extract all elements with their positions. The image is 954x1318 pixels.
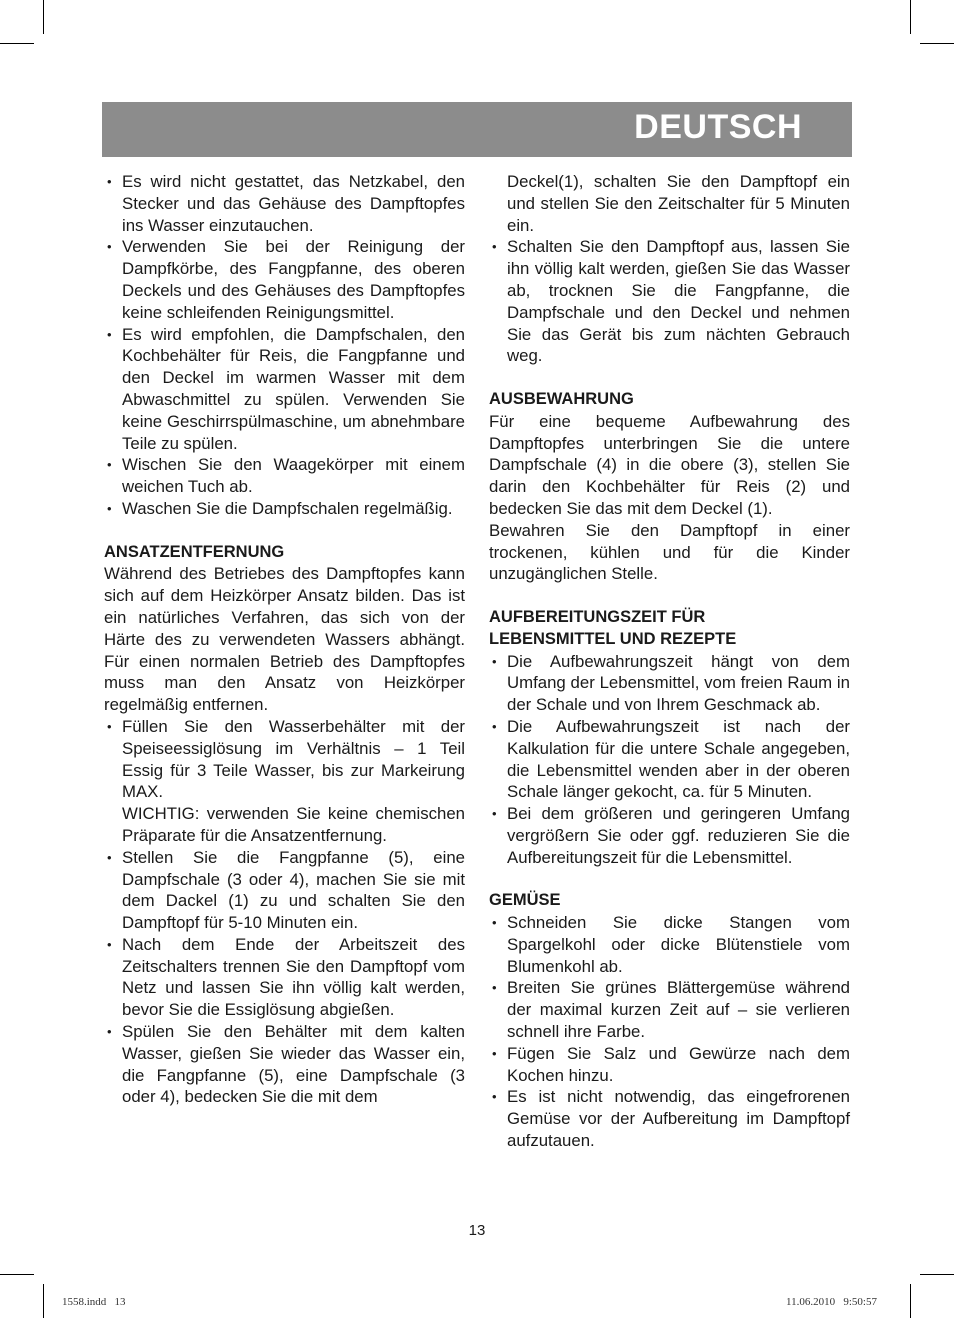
warning-note: WICHTIG: verwenden Sie keine chemischen Präparate für die Ansatzentfernung. bbox=[122, 804, 465, 845]
crop-mark bbox=[920, 43, 954, 44]
continued-list bbox=[489, 171, 850, 367]
list-item-continued: Deckel(1), schalten Sie den Dampftopf ein und stellen Sie den Zeitschalter für 5 Minuten ein. bbox=[507, 172, 850, 235]
cleaning-list bbox=[104, 171, 465, 520]
list-item: • Es ist nicht notwendig, das eingefrorenen Gemüse vor der Aufbereitung im Dampftopf aufzutauen. bbox=[489, 1086, 850, 1151]
prep-list bbox=[489, 651, 850, 869]
heading-line: LEBENSMITTEL UND REZEPTE bbox=[489, 629, 737, 648]
storage-paragraph: Bewahren Sie den Dampftopf in einer trockenen, kühlen und für die Kinder unzugänglichen Stelle. bbox=[489, 520, 850, 584]
section-heading-vegetables: GEMÜSE bbox=[489, 891, 561, 910]
section-heading-descaling: ANSATZENTFERNUNG bbox=[104, 542, 285, 561]
page-number: 13 bbox=[468, 1222, 486, 1239]
list-item: • Schneiden Sie dicke Stangen vom Spargelkohl oder dicke Blütenstiele vom Blumenkohl ab. bbox=[489, 912, 850, 977]
list-item: • Die Aufbewahrungszeit ist nach der Kalkulation für die untere Schale angegeben, die Lebensmittel wenden aber in der oberen Schale länger gekocht, ca. für 5 Minuten. bbox=[489, 716, 850, 803]
crop-mark bbox=[0, 1274, 34, 1275]
heading-line: AUFBEREITUNGSZEIT FÜR bbox=[489, 607, 706, 626]
descaling-intro: Während des Betriebes des Dampftopfes kann sich auf dem Heizkörper Ansatz bilden. Das ist ein natürliches Verfahren, das sich von der Härte des zu verwendeten Wassers abhängt. Für einen normalen Betrieb des Dampftopfes muss man den Ansatz von Heizkörper regelmäßig entfernen. bbox=[104, 564, 465, 715]
list-item: • Schalten Sie den Dampftopf aus, lassen Sie ihn völlig kalt werden, gießen Sie das Wasser ab, trocknen Sie die Fangpfanne, die Dampfschale und den Deckel und nehmen Sie das Gerät bis zum nächten Gebrauch weg. bbox=[489, 236, 850, 367]
list-item: • Bei dem größeren und geringeren Umfang vergrößern Sie oder ggf. reduzieren Sie die Aufbereitungszeit für die Lebensmittel. bbox=[489, 803, 850, 868]
list-item: • Spülen Sie den Behälter mit dem kalten Wasser, gießen Sie wieder das Wasser ein, die Fangpfanne (5), eine Dampfschale (3 oder 4), bedecken Sie die mit dem bbox=[104, 1021, 465, 1108]
list-item: • Waschen Sie die Dampfschalen regelmäßig. bbox=[104, 498, 465, 520]
descaling-list bbox=[104, 716, 465, 1108]
crop-mark bbox=[0, 43, 34, 44]
crop-mark bbox=[43, 0, 44, 34]
list-item: • Fügen Sie Salz und Gewürze nach dem Kochen hinzu. bbox=[489, 1043, 850, 1087]
list-item: • Es wird empfohlen, die Dampfschalen, den Kochbehälter für Reis, die Fangpfanne und den Deckel im warmen Wasser mit dem Abwaschmittel zu spülen. Verwenden Sie keine Geschirrspülmaschine, um abnehmbare Teile zu spülen. bbox=[104, 324, 465, 455]
section-heading-prep-time bbox=[489, 607, 850, 651]
vegetables-list bbox=[489, 912, 850, 1152]
crop-mark bbox=[920, 1274, 954, 1275]
language-header-bar bbox=[102, 102, 852, 157]
footer-timestamp: 11.06.2010 9:50:57 bbox=[786, 1296, 877, 1308]
list-item-text: Füllen Sie den Wasserbehälter mit der Speiseessiglösung im Verhältnis – 1 Teil Essig für 3 Teile Wasser, bis zur Markeirung MAX. bbox=[122, 716, 465, 802]
footer-file-label: 1558.indd 13 bbox=[62, 1296, 126, 1308]
list-item: • Stellen Sie die Fangpfanne (5), eine Dampfschale (3 oder 4), machen Sie sie mit dem Dackel (1) zu und schalten Sie den Dampftopf für 5-10 Minuten ein. bbox=[104, 847, 465, 934]
list-item: • Es wird nicht gestattet, das Netzkabel, den Stecker und das Gehäuse des Dampftopfes ins Wasser einzutauchen. bbox=[104, 171, 465, 236]
page-title: DEUTSCH bbox=[634, 108, 802, 146]
list-item: • Nach dem Ende der Arbeitszeit des Zeitschalters trennen Sie den Dampftopf vom Netz und lassen Sie ihn völlig kalt werden, bevor Sie die Essiglösung abgießen. bbox=[104, 934, 465, 1021]
list-item: • Breiten Sie grünes Blättergemüse während der maximal kurzen Zeit auf – sie verlieren schnell ihre Farbe. bbox=[489, 977, 850, 1042]
list-item: • Wischen Sie den Waagekörper mit einem weichen Tuch ab. bbox=[104, 454, 465, 498]
storage-paragraph: Für eine bequeme Aufbewahrung des Dampftopfes unterbringen Sie die untere Dampfschale (4) in die obere (3), stellen Sie darin den Kochbehälter für Reis (2) und bedecken Sie das mit dem Deckel (1). bbox=[489, 411, 850, 518]
list-item: • Die Aufbewahrungszeit hängt von dem Umfang der Lebensmittel, vom freien Raum in der Schale und von Ihrem Geschmack ab. bbox=[489, 651, 850, 716]
crop-mark bbox=[43, 1284, 44, 1318]
section-heading-storage: AUSBEWAHRUNG bbox=[489, 389, 634, 408]
crop-mark bbox=[910, 0, 911, 34]
left-column bbox=[104, 171, 465, 1108]
list-item bbox=[104, 716, 465, 847]
crop-mark bbox=[910, 1284, 911, 1318]
right-column bbox=[489, 171, 850, 1152]
list-item: • Verwenden Sie bei der Reinigung der Dampfkörbe, des Fangpfanne, des oberen Deckels und des Gehäuses des Dampftopfes keine schleifenden Reinigungsmittel. bbox=[104, 236, 465, 323]
